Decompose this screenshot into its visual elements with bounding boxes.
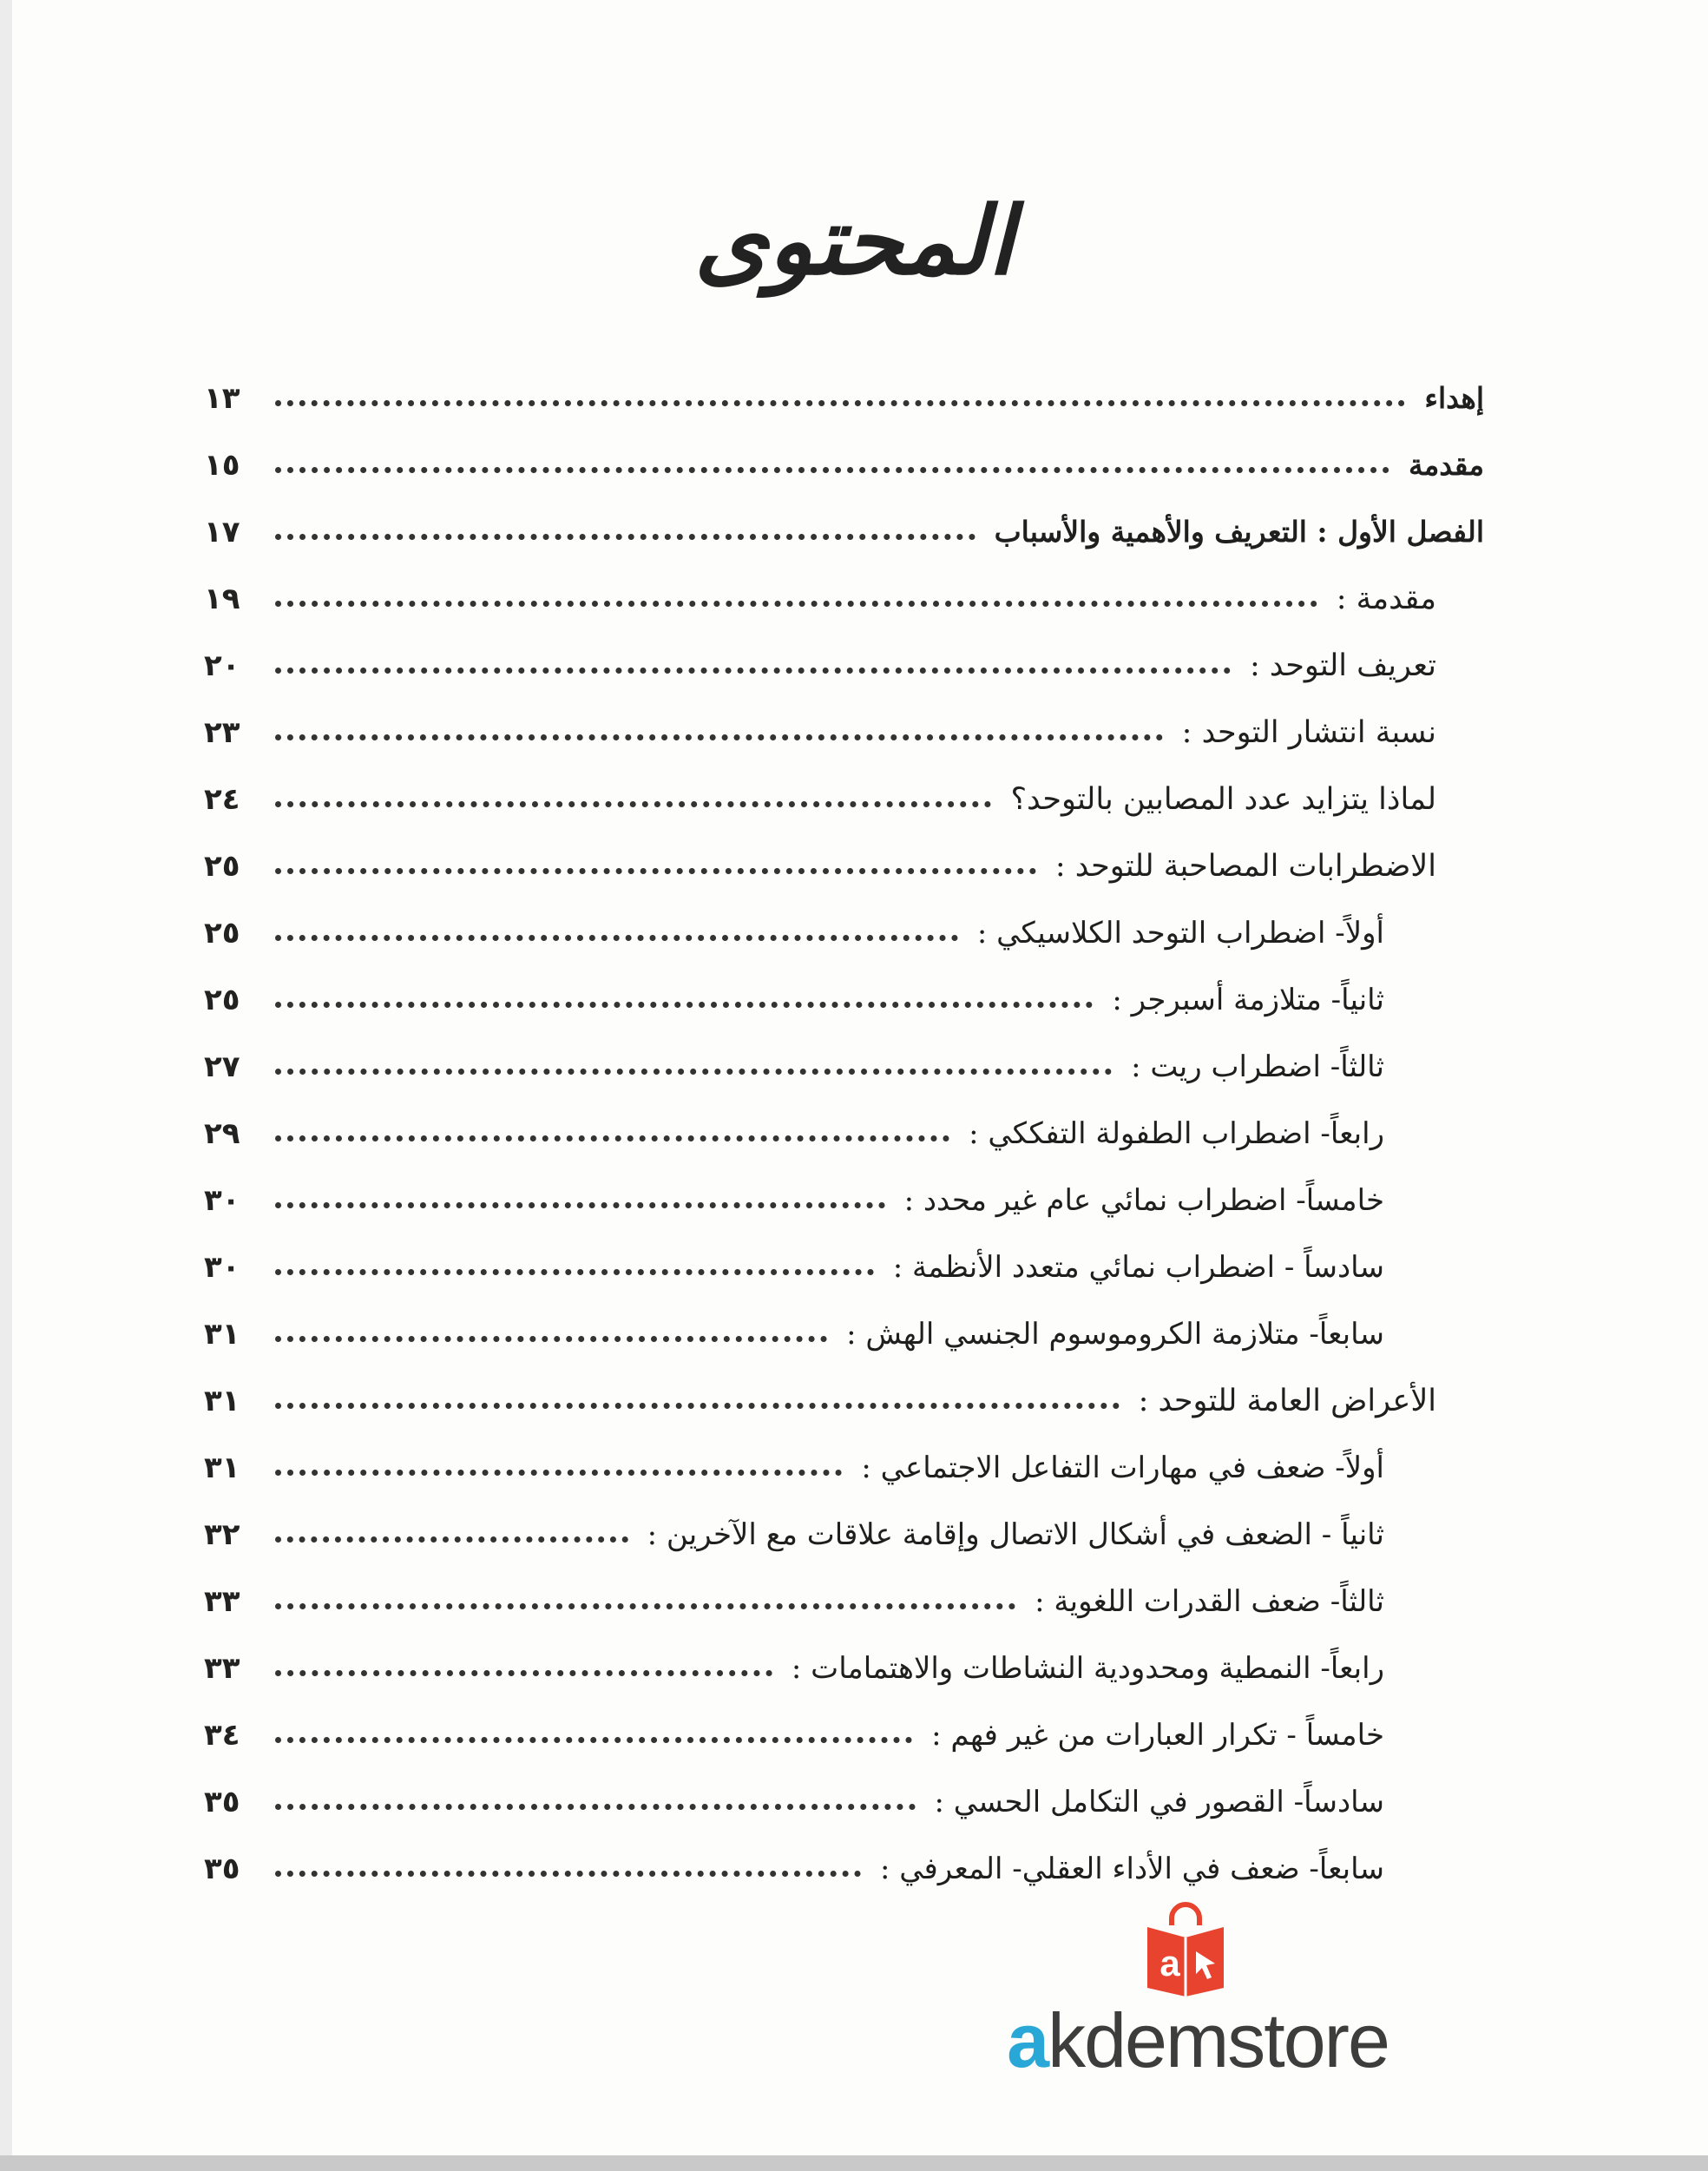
- toc-leader-dots: [275, 935, 958, 941]
- toc-entry-page: ٣٤: [204, 1717, 240, 1753]
- toc-entry-title: تعريف التوحد :: [1250, 648, 1436, 683]
- toc-leader-dots: [275, 601, 1317, 607]
- toc-entry: [204, 431, 1484, 498]
- toc-entry: [204, 1367, 1484, 1434]
- toc-entry-page: ٢٥: [204, 915, 240, 951]
- toc-entry-title: أولاً- ضعف في مهارات التفاعل الاجتماعي :: [861, 1450, 1384, 1485]
- store-name: [972, 1997, 1423, 2085]
- toc-entry-title: مقدمة: [1408, 448, 1484, 482]
- toc-entry: [204, 1768, 1484, 1835]
- toc-entry-page: ٣٠: [204, 1249, 240, 1285]
- toc-leader-dots: [275, 467, 1389, 473]
- toc-entry: [204, 632, 1484, 699]
- toc-entry-page: ٢٩: [204, 1115, 240, 1151]
- toc-entry: [204, 1501, 1484, 1568]
- scan-edge-bottom: [0, 2155, 1708, 2171]
- toc-entry-title: إهداء: [1424, 381, 1484, 415]
- toc-entry: [204, 565, 1484, 632]
- toc-leader-dots: [275, 668, 1231, 674]
- toc-entry-page: ١٣: [204, 380, 240, 416]
- toc-entry: [204, 1033, 1484, 1100]
- toc-leader-dots: [275, 801, 991, 807]
- page-title: المحتوى: [694, 187, 1014, 296]
- toc-entry-title: سابعاً- متلازمة الكروموسوم الجنسي الهش :: [846, 1316, 1384, 1352]
- toc-entry: [204, 699, 1484, 766]
- toc-entry-title: الأعراض العامة للتوحد :: [1138, 1383, 1436, 1418]
- toc-entry-title: أولاً- اضطراب التوحد الكلاسيكي :: [976, 915, 1384, 951]
- toc-entry-title: خامساً - تكرار العبارات من غير فهم :: [931, 1717, 1384, 1753]
- toc-entry: [204, 1434, 1484, 1501]
- toc-entry-title: مقدمة :: [1336, 581, 1436, 616]
- toc-entry: [204, 766, 1484, 832]
- toc-entry-page: ٣٠: [204, 1182, 240, 1218]
- toc-leader-dots: [275, 1871, 861, 1877]
- book-store-icon-letter: a: [1159, 1943, 1180, 1984]
- toc-entry: [204, 1100, 1484, 1167]
- toc-entry-title: الاضطرابات المصاحبة للتوحد :: [1054, 848, 1436, 884]
- toc-entry-page: ٣١: [204, 1450, 240, 1485]
- toc-entry-title: رابعاً- النمطية ومحدودية النشاطات والاهتمامات :: [791, 1650, 1384, 1686]
- toc-entry-title: رابعاً- اضطراب الطفولة التفككي :: [969, 1115, 1384, 1151]
- toc-leader-dots: [275, 1403, 1120, 1409]
- toc-entry: [204, 1835, 1484, 1902]
- toc-entry: [204, 1167, 1484, 1234]
- toc-entry-page: ٢٥: [204, 848, 240, 884]
- toc-entry-page: ٣١: [204, 1316, 240, 1352]
- toc-entry: [204, 966, 1484, 1033]
- toc-entry-page: ١٧: [204, 514, 240, 549]
- toc-entry: [204, 365, 1484, 431]
- store-name-accent: a: [1007, 1997, 1048, 2083]
- toc-entry: [204, 1300, 1484, 1367]
- toc-entry-title: سابعاً- ضعف في الأداء العقلي- المعرفي :: [879, 1851, 1384, 1886]
- toc-entry-page: ٣٢: [204, 1516, 240, 1552]
- toc-entry-page: ١٩: [204, 581, 240, 616]
- toc-leader-dots: [275, 734, 1163, 740]
- toc-entry-title: ثالثاً- ضعف القدرات اللغوية :: [1035, 1583, 1384, 1619]
- toc-leader-dots: [275, 1603, 1015, 1609]
- toc-entry-title: ثانياً- متلازمة أسبرجر :: [1112, 982, 1384, 1017]
- toc-entry: [204, 1701, 1484, 1768]
- toc-leader-dots: [275, 1202, 885, 1208]
- toc-leader-dots: [275, 1470, 842, 1476]
- table-of-contents: [204, 365, 1484, 1902]
- store-name-rest: kdemstore: [1048, 1997, 1389, 2083]
- book-store-icon: [1144, 1901, 1227, 1997]
- toc-leader-dots: [275, 534, 976, 540]
- toc-leader-dots: [275, 1002, 1093, 1008]
- toc-entry-page: ٣١: [204, 1383, 240, 1418]
- toc-entry-title: الفصل الأول : التعريف والأهمية والأسباب: [994, 515, 1484, 549]
- toc-leader-dots: [275, 1069, 1112, 1075]
- toc-entry-title: نسبة انتشار التوحد :: [1181, 714, 1436, 750]
- toc-entry-title: سادساً - اضطراب نمائي متعدد الأنظمة :: [892, 1249, 1384, 1285]
- toc-entry-title: خامساً- اضطراب نمائي عام غير محدد :: [903, 1182, 1384, 1218]
- toc-leader-dots: [275, 1737, 912, 1743]
- toc-entry: [204, 1234, 1484, 1300]
- toc-entry-title: ثالثاً- اضطراب ريت :: [1131, 1049, 1384, 1084]
- scan-edge: [0, 0, 12, 2171]
- toc-entry-title: لماذا يتزايد عدد المصابين بالتوحد؟: [1010, 781, 1436, 817]
- toc-entry-page: ٣٣: [204, 1650, 240, 1686]
- toc-leader-dots: [275, 868, 1036, 874]
- toc-entry-page: ٢٤: [204, 781, 240, 817]
- toc-entry: [204, 899, 1484, 966]
- toc-leader-dots: [275, 400, 1405, 406]
- toc-entry: [204, 498, 1484, 565]
- toc-leader-dots: [275, 1135, 949, 1141]
- toc-entry-page: ٣٣: [204, 1583, 240, 1619]
- toc-entry: [204, 1568, 1484, 1635]
- toc-leader-dots: [275, 1269, 874, 1275]
- toc-leader-dots: [275, 1536, 628, 1543]
- toc-entry-page: ٣٥: [204, 1851, 240, 1886]
- toc-entry: [204, 1635, 1484, 1701]
- toc-leader-dots: [275, 1670, 772, 1676]
- toc-entry-title: سادساً- القصور في التكامل الحسي :: [934, 1784, 1384, 1819]
- toc-entry-page: ٢٣: [204, 714, 240, 750]
- toc-entry-title: ثانياً - الضعف في أشكال الاتصال وإقامة علاقات مع الآخرين :: [647, 1516, 1384, 1552]
- store-logo: [972, 1901, 1423, 2109]
- toc-leader-dots: [275, 1336, 827, 1342]
- toc-entry: [204, 832, 1484, 899]
- toc-entry-page: ٢٥: [204, 982, 240, 1017]
- toc-entry-page: ٢٧: [204, 1049, 240, 1084]
- toc-entry-page: ١٥: [204, 447, 240, 483]
- toc-entry-page: ٣٥: [204, 1784, 240, 1819]
- toc-entry-page: ٢٠: [204, 648, 240, 683]
- toc-leader-dots: [275, 1804, 916, 1810]
